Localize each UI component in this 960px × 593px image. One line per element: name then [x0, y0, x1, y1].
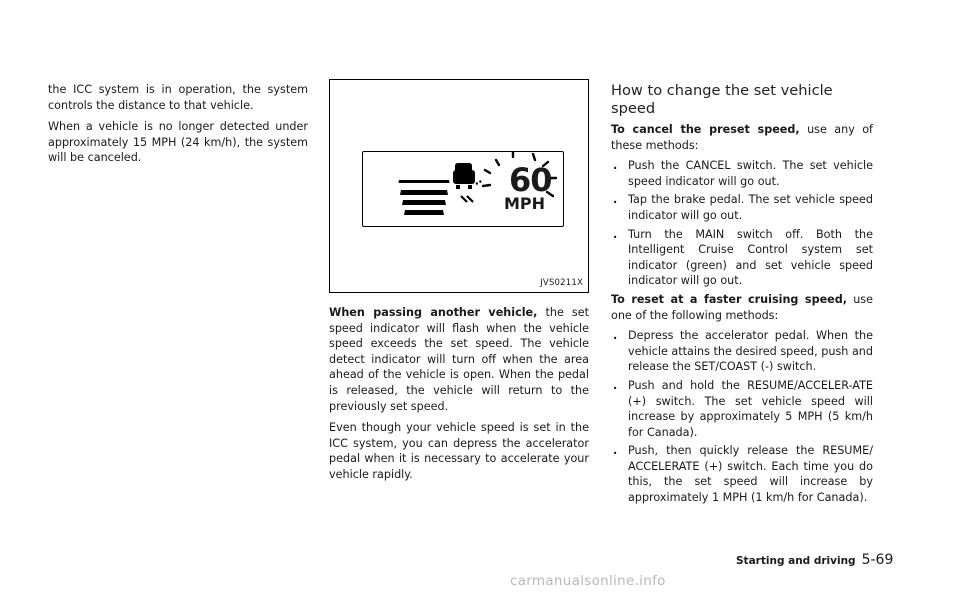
list-item: [611, 192, 873, 223]
passing-text: the set speed indicator will flash when the vehicle speed exceeds the set speed. The vehicle detect indicator will turn off when the area ahead of the vehicle is open. When the pedal is released, the vehicle will return to the previously set speed.: [329, 306, 589, 413]
paragraph-vehicle-not-detected: When a vehicle is no longer detected under approximately 15 MPH (24 km/h), the system will be canceled.: [48, 120, 308, 165]
right-column: [611, 82, 873, 509]
list-item: [611, 158, 873, 189]
bullet: .: [613, 444, 618, 458]
passing-lead: When passing another vehicle,: [329, 306, 538, 319]
list-item: [611, 227, 873, 289]
paragraph-passing-vehicle: [329, 305, 589, 414]
list-item-text: Push, then quickly release the RESUME/ ACCELERATE (+) switch. Each time you do this, the set speed will increase by approximately 1 MPH (1 km/h for Canada).: [628, 444, 873, 505]
figure-code: JVS0211X: [540, 278, 583, 288]
list-item-text: Push the CANCEL switch. The set vehicle speed indicator will go out.: [628, 159, 873, 188]
list-item-text: Push and hold the RESUME/ACCELER-ATE (+) switch. The set vehicle speed will increase by approximately 5 MPH (5 km/h for Canada).: [628, 378, 873, 439]
paragraph-accelerate: Even though your vehicle speed is set in the ICC system, you can depress the accelerator pedal when it is necessary to accelerate your vehicle rapidly.: [329, 421, 589, 481]
bullet: .: [613, 329, 618, 343]
list-item: [611, 443, 873, 505]
left-column: [48, 82, 308, 172]
vehicle-detect-icon: [453, 163, 483, 202]
bullet: .: [613, 378, 618, 392]
reset-intro: [611, 292, 873, 323]
bullet: .: [613, 193, 618, 207]
bullet: .: [613, 227, 618, 241]
cancel-method-list: [611, 158, 873, 289]
set-speed-unit: MPH: [504, 194, 546, 213]
page-footer: [736, 552, 893, 568]
list-item: [611, 328, 873, 375]
list-item-text: Depress the accelerator pedal. When the vehicle attains the desired speed, push and release the SET/COAST (-) switch.: [628, 329, 873, 374]
cancel-text: use any of these methods:: [611, 123, 873, 152]
page-number: 5-69: [861, 552, 894, 568]
bullet: .: [613, 159, 618, 173]
list-item: [611, 378, 873, 440]
distance-bars-icon: [399, 180, 450, 215]
reset-lead: To reset at a faster cruising speed,: [611, 292, 848, 306]
reset-method-list: [611, 328, 873, 506]
watermark: carmanualsonline.info: [510, 573, 666, 589]
icc-display-figure: [329, 79, 589, 293]
list-item-text: Tap the brake pedal. The set vehicle speed indicator will go out.: [628, 193, 873, 222]
section-heading: How to change the set vehicle speed: [611, 82, 833, 117]
meter-display-illustration: [362, 151, 564, 227]
list-item-text: Turn the MAIN switch off. Both the Intelligent Cruise Control system set indicator (green) and set vehicle speed indicator will go out.: [628, 227, 873, 288]
cancel-lead: To cancel the preset speed,: [611, 123, 800, 136]
cancel-intro: [611, 122, 873, 153]
reset-text: use one of the following methods:: [611, 292, 874, 322]
section-name: Starting and driving: [736, 555, 856, 567]
set-speed-value: 60: [509, 161, 552, 199]
paragraph-icc-operation: the ICC system is in operation, the system controls the distance to that vehicle.: [48, 83, 308, 112]
middle-column: [329, 305, 589, 489]
